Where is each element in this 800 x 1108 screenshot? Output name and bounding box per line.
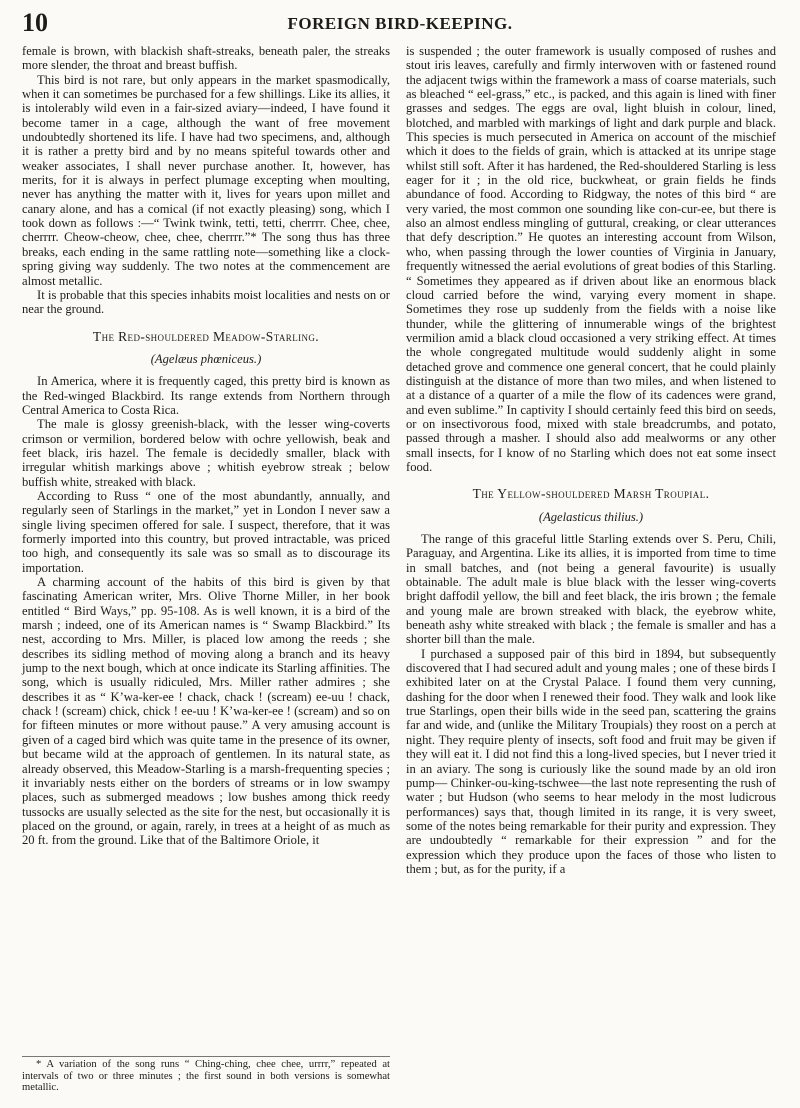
paragraph: According to Russ “ one of the most abundantly, annually, and regularly seen of Starlings in the market,” yet in London I never saw a single living specimen offered for sale. I suspect, therefore, that it was formerly imported into this country, but proved intractable, was priced too high, and consequently its sale was so small as to discourage its importation. [22,488,390,575]
paragraph: female is brown, with blackish shaft-streaks, beneath paler, the streaks more slender, the throat and breast buffish. [22,44,390,73]
page-number: 10 [22,8,48,37]
paragraph: The range of this graceful little Starling extends over S. Peru, Chili, Paraguay, and Argentina. Like its allies, it is imported from time to time in small batches, and (not being a general favourite) is usually obtainable. The adult male is blue black with the lesser wing-coverts bright daffodil yellow, the bill and feet black, the iris brown ; the female and young male are brown streaked with black, the eyebrow white, beneath ashy white streaked with black ; the female is smaller and has a shorter bill than the male. [406,532,776,647]
paragraph: A charming account of the habits of this bird is given by that fascinating American writer, Mrs. Olive Thorne Miller, in her book entitled “ Bird Ways,” pp. 95-108. As is well known, it is a bird of the marsh ; indeed, one of its American names is “ Swamp Blackbird.” Its nest, according to Mrs. Miller, is placed low among the reeds ; she describes its sidling method of moving along a branch and its heavy jump to the next bough, which at once indicate its Starling affinities. The song, which is usually ridiculed, Mrs. Miller rather admires ; she describes it as “ K’wa-ker-ee ! chack, chack ! (scream) ee-uu ! chack, chack ! (scream) chick, chick ! ee-uu ! K’wa-ker-ee ! (scream) and so on for fifteen minutes or more without pause.” A very amusing account is given of a caged bird which was quite tame in the presence of its owner, but became wild at the approach of gentlemen. In its natural state, as already observed, this Meadow-Starling is a marsh-frequenting species ; it invariably nests either on the borders of streams or in low swampy places, such as submerged meadows ; low bushes among thick reedy tussocks are usually selected as the site for the nest, but occasionally it is placed on the ground, or again, rarely, in trees at a height of as much as 20 ft. from the ground. Like that of the Baltimore Oriole, it [22,575,390,848]
paragraph: It is probable that this species inhabits moist localities and nests on or near the ground. [22,287,390,317]
paragraph: In America, where it is frequently caged, this pretty bird is known as the Red-winged Blackbird. Its range extends from Northern through Central America to Costa Rica. [22,374,390,417]
section-heading: The Yellow-shouldered Marsh Troupial. [472,486,710,502]
paragraph: I purchased a supposed pair of this bird in 1894, but subsequently discovered that I had secured adult and young males ; one of these birds I exhibited later on at the Crystal Palace. I found them very cunning, dashing for the door when I renewed their food. They walk and look like true Starlings, open their bills wide in the seed pan, scattering the grains far and wide, and (unlike the Military Troupials) they roost on a perch at night. They require plenty of insects, soft food and fruit may be given if they will eat it. I did not find this a long-lived species, but I never tried it in an aviary. The song is curiously like the sound made by an old iron pump— Chinker-ou-king-tschwee—the last note representing the rush of water ; but Hudson (who seems to hear melody in the most ludicrous performances) says that, though limited in its range, it is very sweet, some of the notes being remarkable for their purity and expression. They are undoubtedly “ remarkable for their expression ” and for the expression which they produce upon the faces of those who listen to them ; but, as for the purity, if a [406,646,777,876]
page-header [22,8,778,42]
footnote [22,1056,390,1094]
footnote-text: * A variation of the song runs “ Ching-ching, chee chee, urrrr,” repeated at intervals of two or three minutes ; the first sound in both versions is somewhat metallic. [22,1059,390,1094]
section-heading: The Red-shouldered Meadow-Starling. [92,328,320,344]
latin-name: (Agelasticus thilius.) [538,509,644,524]
running-title: FOREIGN BIRD-KEEPING. [287,14,513,33]
right-column [406,44,776,876]
paragraph: is suspended ; the outer framework is usually composed of rushes and stout iris leaves, carefully and firmly interwoven with or fastened round the adjacent twigs within the framework a mass of coarse materials, such as bleached “ eel-grass,” etc., is packed, and this again is lined with finer grasses and sedges. The eggs are oval, light bluish in colour, lined, blotched, and marbled with markings of light and dark purple and black. This species is much persecuted in America on account of the mischief which it does to the fields of grain, which is attacked at its unripe stage whilst still soft. After it has hardened, the Red-shouldered Starling is less eager for it ; in the old rice, buckwheat, or grain fields he finds abundance of food. According to Ridgway, the notes of this bird “ are very varied, the most common one sounding like con-cur-ee, but there is also an almost endless mingling of guttural, creaking, or clear utterances that defy description.” He quotes an interesting account from Wilson, who, when passing through the lower counties of Virginia in January, frequently witnessed the aerial evolutions of great bodies of this Starling. “ Sometimes they appeared as if driven about like an enormous black cloud carried before the wind, varying every moment in shape. Sometimes they rose up suddenly from the fields with a noise like thunder, while the glittering of innumerable wings of the brightest vermilion amid a black cloud occasioned a very striking effect. At times the whole congregated multitude would suddenly alight in some detached grove and commence one general concert, that he could plainly distinguish at the distance of more than two miles, and when listened to at a distance of a quarter of a mile the flow of its cadences were grand, and even sublime.” In captivity I should certainly feed this bird on seeds, or on insectivorous food, mixed with stale breadcrumbs, and potato, passed through a masher. I should also add mealworms or any other small insects, for I know of no Starling which does not eat some insect food. [406,44,776,474]
paragraph: The male is glossy greenish-black, with the lesser wing-coverts crimson or vermilion, bordered below with ochre yellowish, beak and feet black, iris hazel. The female is decidedly smaller, black with irregular whitish markings above ; whitish eyebrow streak ; below buffish white, streaked with black. [22,417,390,489]
paragraph: This bird is not rare, but only appears in the market spasmodically, when it can sometimes be purchased for a few shillings. Like its allies, it is intolerably wild even in a fair-sized aviary—indeed, I have found it become tamer in a cage, although the want of free movement undoubtedly shortened its life. I have had two specimens, and, although it is rather a pretty bird and by no means spiteful towards other and weaker associates, I shall never purchase another. It, however, has merits, for it is always in perfect plumage excepting when moulting, never has anything the matter with it, lives for years upon millet and canary alone, and has a comical (if not exactly pleasing) song, which I took down as follows :—“ Twink twink, tetti, tetti, cherrrr. Chee, chee, cherrrr. Cheow-cheow, chee, chee, cherrrr.”* The song thus has three breaks, each ending in the same rattling note—something like a clock-spring giving way suddenly. The two notes at the commencement are almost metallic. [22,72,390,288]
left-column [22,44,390,848]
latin-name: (Agelæus phœniceus.) [150,351,262,366]
